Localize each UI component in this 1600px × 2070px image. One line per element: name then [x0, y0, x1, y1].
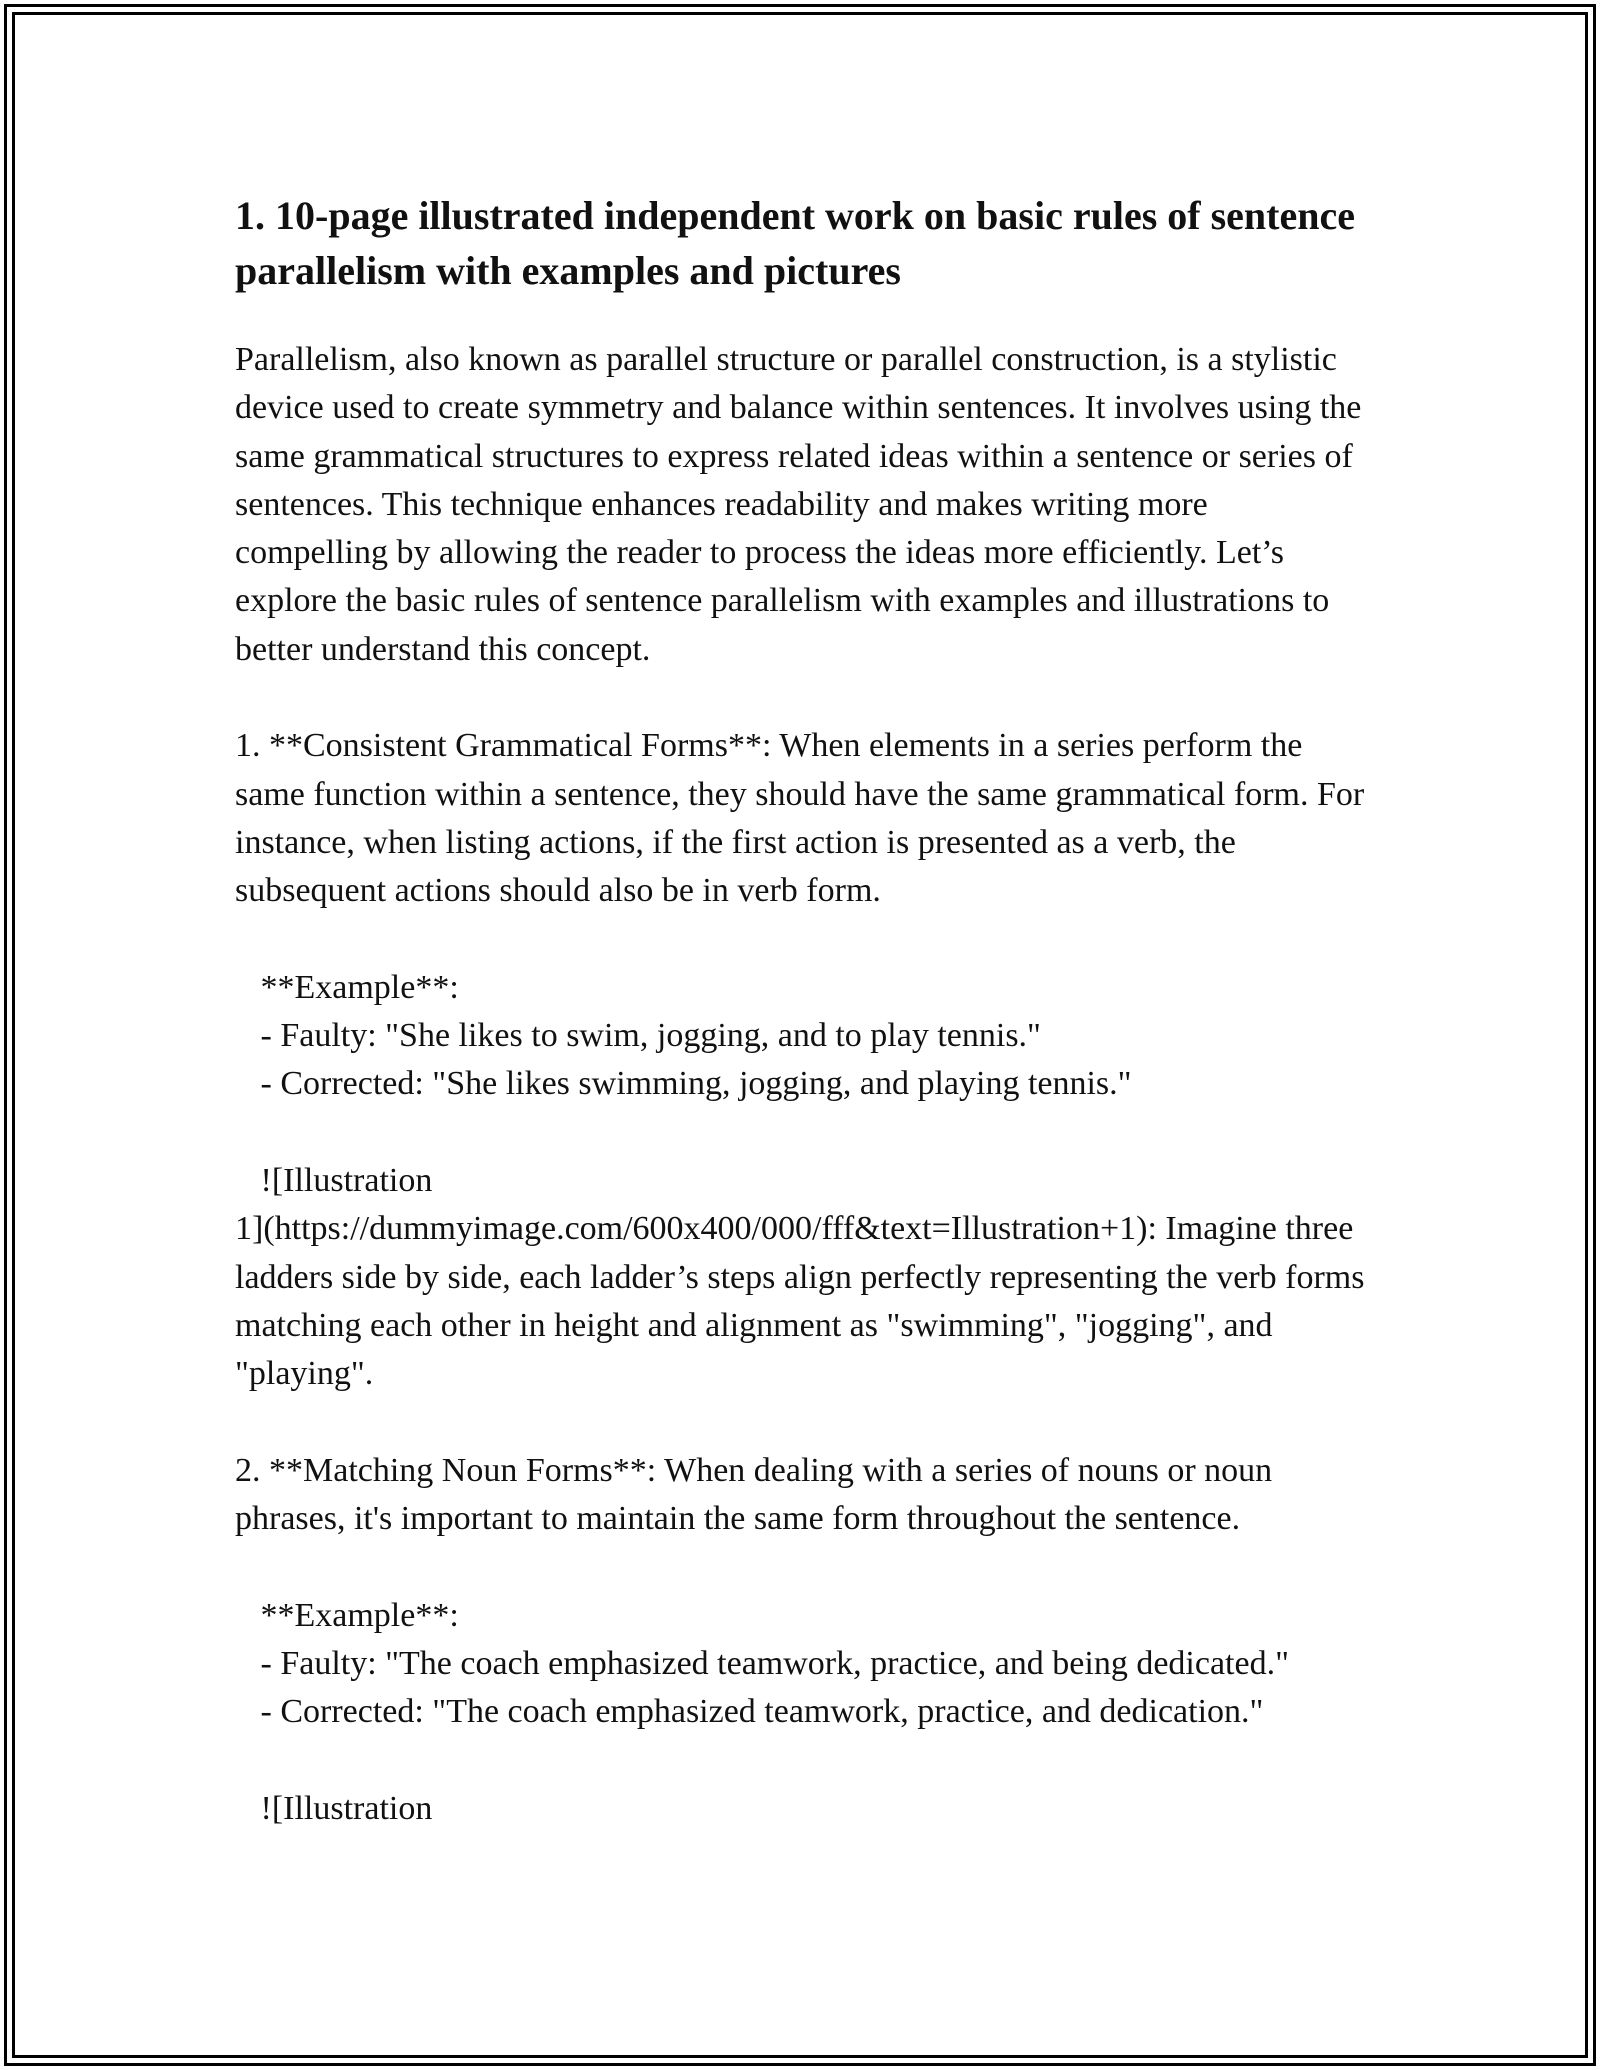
spacer	[235, 1109, 1365, 1157]
spacer	[235, 1399, 1365, 1447]
rule-1-corrected-example: - Corrected: "She likes swimming, jogging, and playing tennis."	[235, 1065, 1132, 1103]
rule-1-illustration-description: 1](https://dummyimage.com/600x400/000/fff&text=Illustration+1): Imagine three ladders side by side, each ladder’s steps align perfectly representing the verb forms matching each other in height and alignment as "swimming", "jogging", and "playing".	[235, 1210, 1373, 1393]
document-title: 1. 10-page illustrated independent work on basic rules of sentence parallelism with examples and pictures	[235, 193, 1355, 293]
rule-1-illustration-start: ![Illustration	[235, 1162, 433, 1200]
rule-2-text: 2. **Matching Noun Forms**: When dealing with a series of nouns or noun phrases, it's important to maintain the same form throughout the sentence.	[235, 1451, 1281, 1538]
intro-paragraph: Parallelism, also known as parallel structure or parallel construction, is a stylistic device used to create symmetry and balance within sentences. It involves using the same grammatical structures to express related ideas within a sentence or series of sentences. This technique enhances readability and makes writing more compelling by allowing the reader to process the ideas more efficiently. Let’s explore the basic rules of sentence parallelism with examples and illustrations to better understand this concept.	[235, 341, 1370, 668]
spacer	[235, 916, 1365, 964]
rule-2-example-heading: **Example**:	[235, 1596, 459, 1634]
rule-1-faulty-example: - Faulty: "She likes to swim, jogging, and to play tennis."	[235, 1017, 1041, 1055]
spacer	[235, 1737, 1365, 1785]
rule-2-corrected-example: - Corrected: "The coach emphasized teamwork, practice, and dedication."	[235, 1693, 1264, 1731]
rule-1-example-heading: **Example**:	[235, 968, 459, 1006]
rule-2-faulty-example: - Faulty: "The coach emphasized teamwork, practice, and being dedicated."	[235, 1645, 1289, 1683]
rule-2-illustration-start: ![Illustration	[235, 1789, 433, 1827]
spacer	[235, 1543, 1365, 1591]
spacer	[235, 674, 1365, 722]
rule-1-text: 1. **Consistent Grammatical Forms**: When elements in a series perform the same function within a sentence, they should have the same grammatical form. For instance, when listing actions, if the first action is presented as a verb, the subsequent actions should also be in verb form.	[235, 727, 1373, 910]
document-body	[235, 188, 1373, 1833]
